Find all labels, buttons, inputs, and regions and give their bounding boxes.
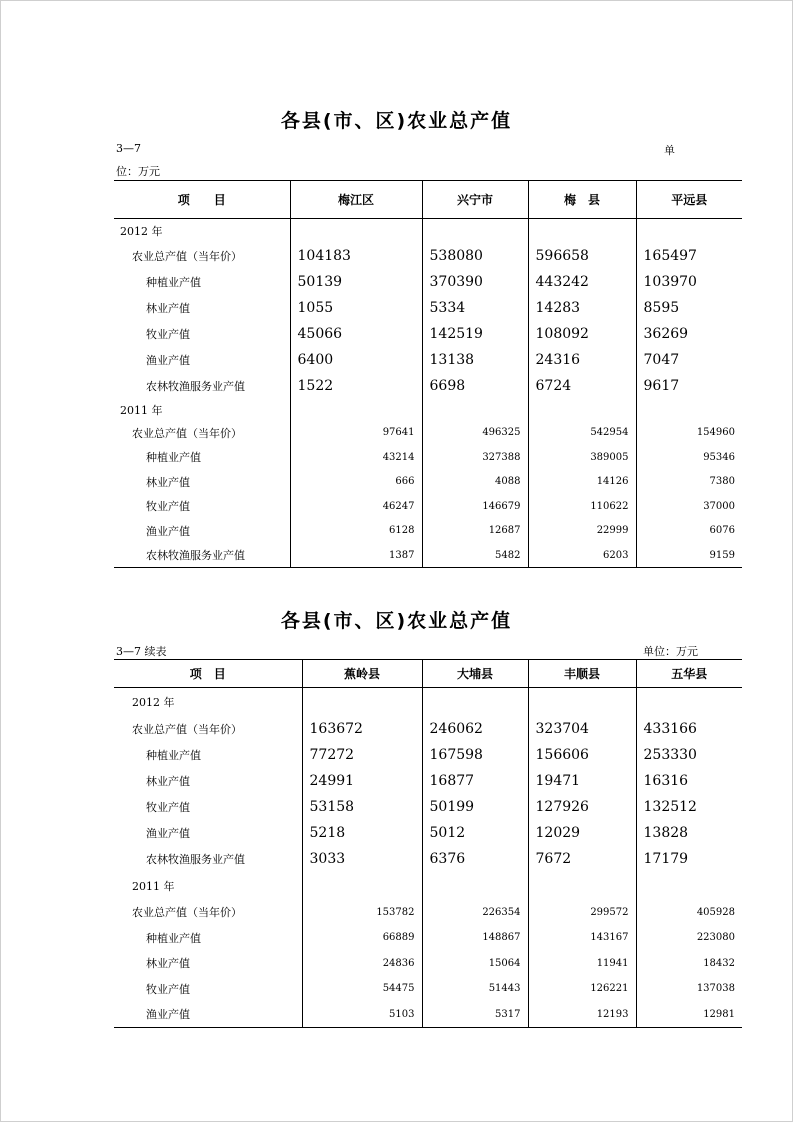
year-label: 2012 年 [132,695,175,709]
table-row [114,768,742,794]
row-label: 牧业产值 [146,800,190,814]
row-label: 种植业产值 [146,275,201,289]
empty-cell [422,399,528,421]
row-label: 林业产值 [146,774,190,788]
table2-title: 各县(市、区)农业总产值 [280,610,513,632]
row-label: 牧业产值 [146,327,190,341]
value-cell: 77272 [302,742,422,768]
value-cell: 7047 [636,347,742,373]
value-cell: 103970 [636,269,742,295]
value-cell: 54475 [302,976,422,1002]
value-cell: 5218 [302,820,422,846]
value-cell: 108092 [528,321,636,347]
value-cell: 389005 [528,445,636,470]
table1-code: 3—7 [116,142,141,155]
value-cell: 3033 [302,846,422,872]
value-cell: 17179 [636,846,742,872]
table-row [114,794,742,820]
value-cell: 43214 [290,445,422,470]
value-cell: 16316 [636,768,742,794]
value-cell: 126221 [528,976,636,1002]
empty-cell [422,688,528,716]
row-label: 牧业产值 [146,982,190,996]
value-cell: 142519 [422,321,528,347]
header-col-2: 兴宁市 [422,181,528,219]
table-row [114,1002,742,1028]
value-cell: 11941 [528,951,636,977]
row-label: 渔业产值 [114,1002,302,1028]
empty-cell [290,219,422,243]
value-cell: 110622 [528,494,636,519]
value-cell: 104183 [290,243,422,269]
value-cell: 19471 [528,768,636,794]
table2-header-row [114,660,742,688]
table-row [114,347,742,373]
value-cell: 167598 [422,742,528,768]
value-cell: 323704 [528,716,636,742]
table-row [114,976,742,1002]
year-label: 2011 年 [132,879,175,893]
table-row [114,494,742,519]
value-cell: 50139 [290,269,422,295]
table-row [114,900,742,926]
row-label: 渔业产值 [146,826,190,840]
empty-cell [422,872,528,900]
table-row [114,846,742,872]
row-label: 种植业产值 [146,451,201,465]
value-cell: 18432 [636,951,742,977]
empty-cell [636,399,742,421]
value-cell: 132512 [636,794,742,820]
value-cell: 127926 [528,794,636,820]
empty-cell [528,399,636,421]
value-cell: 6076 [636,519,742,544]
value-cell: 5012 [422,820,528,846]
value-cell: 45066 [290,321,422,347]
value-cell: 16877 [422,768,528,794]
row-label: 种植业产值 [146,931,201,945]
value-cell: 6698 [422,373,528,399]
table1-unit-suffix: 位：万元 [116,165,160,178]
value-cell: 37000 [636,494,742,519]
value-cell: 153782 [302,900,422,926]
value-cell: 15064 [422,951,528,977]
header-col-4: 五华县 [636,660,742,688]
header-col-3: 梅 县 [528,181,636,219]
empty-cell [636,872,742,900]
value-cell: 223080 [636,925,742,951]
value-cell: 143167 [528,925,636,951]
header-item: 项 目 [114,181,290,219]
year-label: 2012 年 [120,224,163,238]
value-cell: 36269 [636,321,742,347]
row-label: 农业总产值（当年价） [132,249,242,263]
empty-cell [528,688,636,716]
header-col-3: 丰顺县 [528,660,636,688]
table-row [114,820,742,846]
table-row [114,925,742,951]
value-cell: 666 [290,470,422,495]
value-cell: 1387 [290,543,422,568]
value-cell: 443242 [528,269,636,295]
table-row [114,519,742,544]
value-cell: 50199 [422,794,528,820]
value-cell: 5334 [422,295,528,321]
table-row [114,470,742,495]
table-row [114,421,742,446]
value-cell: 146679 [422,494,528,519]
table-row [114,742,742,768]
value-cell: 246062 [422,716,528,742]
value-cell: 5103 [302,1002,422,1028]
empty-cell [302,872,422,900]
value-cell: 12193 [528,1002,636,1028]
header-col-4: 平远县 [636,181,742,219]
table-row [114,269,742,295]
value-cell: 12029 [528,820,636,846]
value-cell: 496325 [422,421,528,446]
value-cell: 9159 [636,543,742,568]
table1-title: 各县(市、区)农业总产值 [280,110,513,132]
row-label: 农林牧渔服务业产值 [114,543,290,568]
value-cell: 538080 [422,243,528,269]
year-row [114,872,742,900]
header-col-2: 大埔县 [422,660,528,688]
value-cell: 327388 [422,445,528,470]
header-item: 项 目 [114,660,302,688]
value-cell: 542954 [528,421,636,446]
row-label: 农林牧渔服务业产值 [146,379,245,393]
table-row [114,445,742,470]
empty-cell [636,219,742,243]
value-cell: 12687 [422,519,528,544]
row-label: 农业总产值（当年价） [132,426,242,440]
value-cell: 6724 [528,373,636,399]
empty-cell [302,688,422,716]
header-col-1: 梅江区 [290,181,422,219]
value-cell: 66889 [302,925,422,951]
value-cell: 1522 [290,373,422,399]
value-cell: 7380 [636,470,742,495]
header-col-1: 蕉岭县 [302,660,422,688]
row-label: 渔业产值 [146,524,190,538]
value-cell: 8595 [636,295,742,321]
value-cell: 97641 [290,421,422,446]
row-label: 农业总产值（当年价） [132,722,242,736]
value-cell: 5317 [422,1002,528,1028]
value-cell: 51443 [422,976,528,1002]
table-row [114,373,742,399]
row-label: 渔业产值 [146,353,190,367]
table-row [114,543,742,568]
value-cell: 405928 [636,900,742,926]
table-row [114,321,742,347]
year-row [114,399,742,421]
value-cell: 24836 [302,951,422,977]
table2-body [114,688,742,1028]
row-label: 牧业产值 [146,500,190,514]
value-cell: 7672 [528,846,636,872]
row-label: 林业产值 [146,957,190,971]
empty-cell [636,688,742,716]
table1-header-row [114,181,742,219]
value-cell: 22999 [528,519,636,544]
value-cell: 9617 [636,373,742,399]
row-label: 农业总产值（当年价） [132,906,242,920]
value-cell: 95346 [636,445,742,470]
value-cell: 14126 [528,470,636,495]
value-cell: 433166 [636,716,742,742]
value-cell: 596658 [528,243,636,269]
value-cell: 1055 [290,295,422,321]
value-cell: 4088 [422,470,528,495]
table-row [114,716,742,742]
value-cell: 299572 [528,900,636,926]
value-cell: 226354 [422,900,528,926]
table1-unit-prefix: 单 [664,144,675,157]
value-cell: 13828 [636,820,742,846]
year-label: 2011 年 [120,403,163,417]
value-cell: 24316 [528,347,636,373]
year-row [114,219,742,243]
value-cell: 156606 [528,742,636,768]
row-label: 农林牧渔服务业产值 [146,852,245,866]
empty-cell [528,872,636,900]
value-cell: 6400 [290,347,422,373]
table-row [114,243,742,269]
value-cell: 6203 [528,543,636,568]
value-cell: 6128 [290,519,422,544]
value-cell: 24991 [302,768,422,794]
table2 [114,659,742,1028]
value-cell: 12981 [636,1002,742,1028]
value-cell: 6376 [422,846,528,872]
value-cell: 253330 [636,742,742,768]
empty-cell [528,219,636,243]
empty-cell [422,219,528,243]
table2-unit: 单位：万元 [643,645,698,658]
value-cell: 154960 [636,421,742,446]
value-cell: 46247 [290,494,422,519]
table1-body [114,219,742,568]
value-cell: 148867 [422,925,528,951]
table-row [114,951,742,977]
value-cell: 14283 [528,295,636,321]
value-cell: 163672 [302,716,422,742]
empty-cell [290,399,422,421]
row-label: 林业产值 [146,475,190,489]
row-label: 林业产值 [146,301,190,315]
table2-code: 3—7 续表 [116,645,167,658]
year-row [114,688,742,716]
value-cell: 137038 [636,976,742,1002]
table-row [114,295,742,321]
value-cell: 13138 [422,347,528,373]
table1 [114,180,742,568]
value-cell: 53158 [302,794,422,820]
value-cell: 165497 [636,243,742,269]
value-cell: 370390 [422,269,528,295]
value-cell: 5482 [422,543,528,568]
row-label: 种植业产值 [146,748,201,762]
